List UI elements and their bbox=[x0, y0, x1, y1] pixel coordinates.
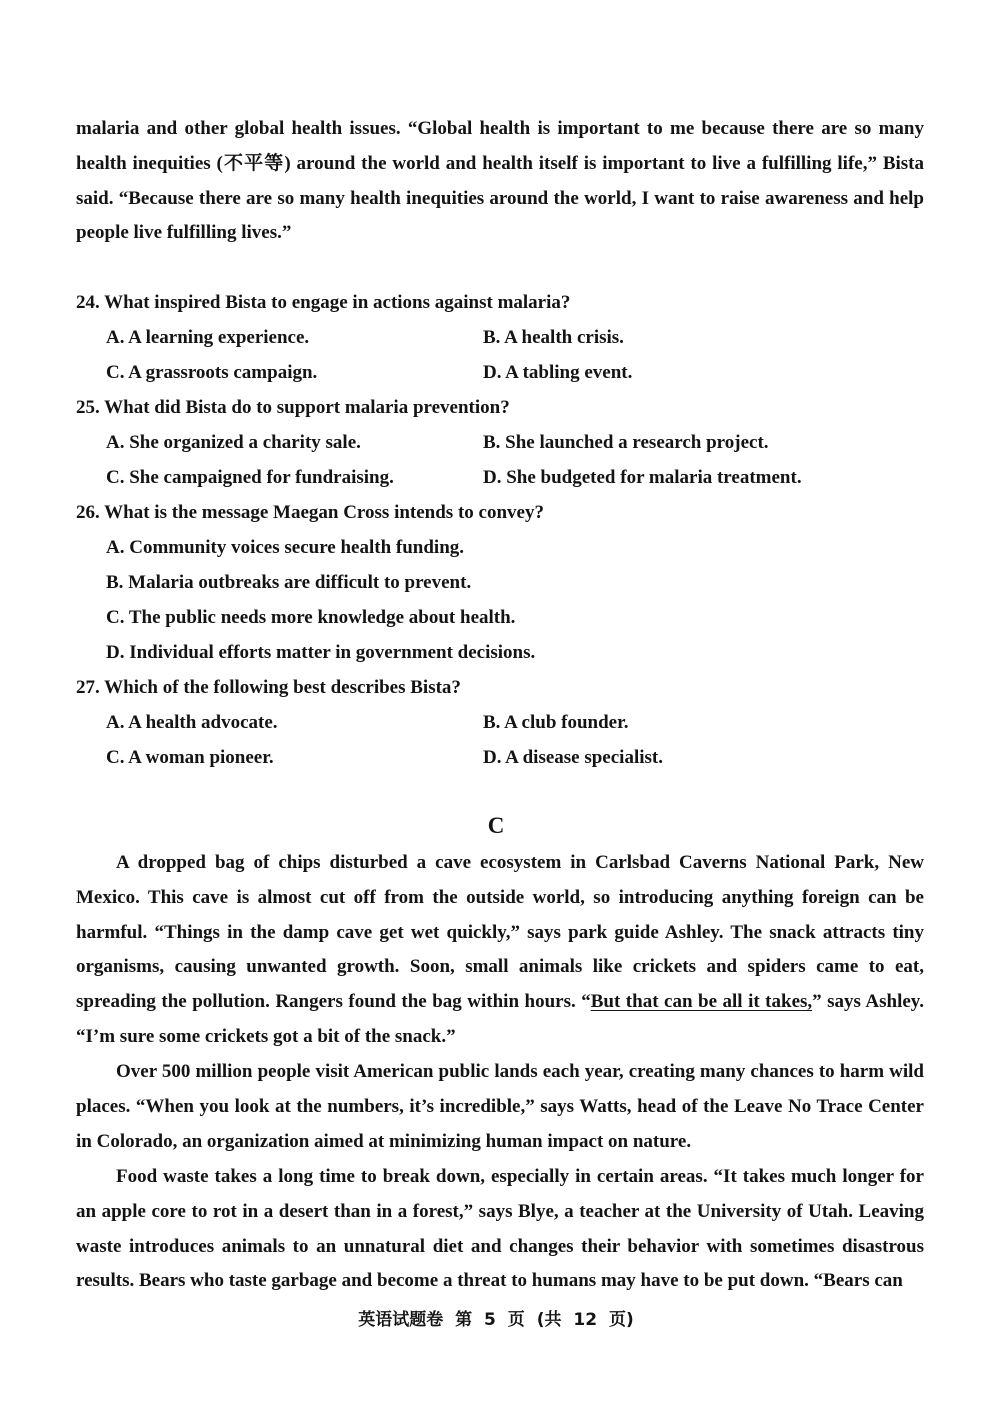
question-25-option-d[interactable]: D. She budgeted for malaria treatment. bbox=[483, 467, 802, 488]
question-24-stem: 24. What inspired Bista to engage in actions against malaria? bbox=[76, 292, 571, 313]
question-25-option-c[interactable]: C. She campaigned for fundraising. bbox=[106, 467, 394, 488]
question-26-option-a[interactable]: A. Community voices secure health funding. bbox=[106, 537, 465, 558]
question-27-option-c[interactable]: C. A woman pioneer. bbox=[106, 747, 274, 768]
question-26-option-d[interactable]: D. Individual efforts matter in government decisions. bbox=[106, 642, 536, 663]
paragraph-1-text-before: A dropped bag of chips disturbed a cave ecosystem in Carlsbad Caverns National Park, New Mexico. This cave is almost cut off from the outside world, so introducing anything foreign can be harmful. “Things in the damp cave get wet quickly,” says park guide Ashley. The snack attracts tiny organisms, causing unwanted growth. Soon, small animals like crickets and spiders came to eat, spreading the pollution. Rangers found the bag within hours. “ bbox=[76, 852, 924, 1013]
section-c-paragraph-3: Food waste takes a long time to break down, especially in certain areas. “It takes much longer for an apple core to rot in a desert than in a forest,” says Blye, a teacher at the University of Utah. Leaving waste introduces animals to an unnatural diet and changes their behavior with sometimes disastrous results. Bears who taste garbage and become a threat to humans may have to be put down. “Bears can bbox=[76, 1166, 924, 1292]
question-24-option-d[interactable]: D. A tabling event. bbox=[483, 362, 633, 383]
section-c-heading: C bbox=[487, 813, 505, 838]
question-25-option-b[interactable]: B. She launched a research project. bbox=[483, 432, 769, 453]
question-24-option-c[interactable]: C. A grassroots campaign. bbox=[106, 362, 318, 383]
underlined-phrase: But that can be all it takes, bbox=[590, 991, 813, 1013]
question-27-stem: 27. Which of the following best describes Bista? bbox=[76, 677, 461, 698]
question-25-option-a[interactable]: A. She organized a charity sale. bbox=[106, 432, 361, 453]
question-26-stem: 26. What is the message Maegan Cross intends to convey? bbox=[76, 502, 544, 523]
paragraph-1-text-after: ” says Ashley. “I’m sure some crickets got a bit of the snack.” bbox=[76, 991, 924, 1047]
passage-b-continuation: malaria and other global health issues. “Global health is important to me because there are so many health inequities (不平等) around the world and health itself is important to live a fulfilling life,” Bista said. “Because there are so many health inequities around the world, I want to raise awareness and help people live fulfilling lives.” bbox=[76, 118, 924, 244]
page-footer: 英语试题卷 第 5 页 (共 12 页) bbox=[358, 1310, 634, 1330]
question-26-option-c[interactable]: C. The public needs more knowledge about health. bbox=[106, 607, 516, 628]
section-c-paragraph-2: Over 500 million people visit American public lands each year, creating many chances to harm wild places. “When you look at the numbers, it’s incredible,” says Watts, head of the Leave No Trace Center in Colorado, an organization aimed at minimizing human impact on nature. bbox=[76, 1061, 924, 1152]
section-c-paragraph-1 bbox=[76, 846, 924, 1055]
question-26-option-b[interactable]: B. Malaria outbreaks are difficult to prevent. bbox=[106, 572, 472, 593]
question-27-option-d[interactable]: D. A disease specialist. bbox=[483, 747, 663, 768]
question-25-stem: 25. What did Bista do to support malaria prevention? bbox=[76, 397, 510, 418]
question-27-option-a[interactable]: A. A health advocate. bbox=[106, 712, 278, 733]
question-24-option-a[interactable]: A. A learning experience. bbox=[106, 327, 310, 348]
question-27-option-b[interactable]: B. A club founder. bbox=[483, 712, 629, 733]
question-24-option-b[interactable]: B. A health crisis. bbox=[483, 327, 624, 348]
